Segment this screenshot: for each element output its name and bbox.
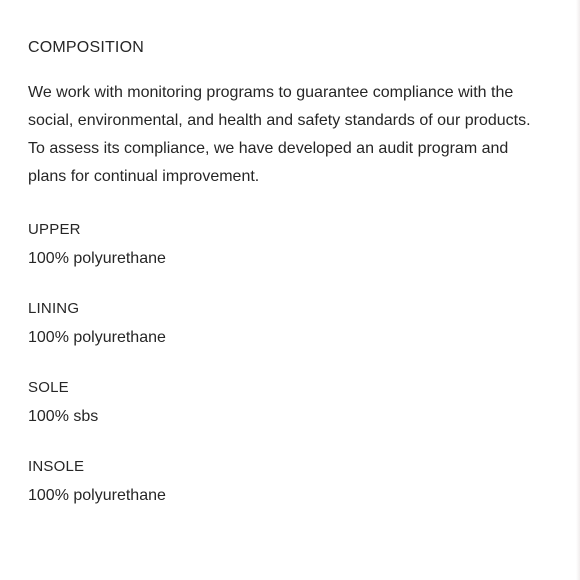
section-upper: [28, 221, 533, 269]
page-edge-shade: [576, 0, 580, 580]
section-sole: [28, 379, 533, 427]
composition-panel: [28, 38, 533, 537]
composition-description: We work with monitoring programs to guarantee compliance with the social, environmental, and health and safety standards of our products. To assess its compliance, we have developed an audit program and plans for continual improvement.: [28, 84, 531, 185]
section-label-upper: UPPER: [28, 221, 81, 238]
section-value-upper: 100% polyurethane: [28, 250, 166, 267]
section-label-sole: SOLE: [28, 379, 69, 396]
composition-heading: COMPOSITION: [28, 39, 144, 56]
section-value-lining: 100% polyurethane: [28, 329, 166, 346]
section-value-insole: 100% polyurethane: [28, 487, 166, 504]
section-value-sole: 100% sbs: [28, 408, 99, 425]
section-label-lining: LINING: [28, 300, 80, 317]
section-insole: [28, 458, 533, 506]
section-lining: [28, 300, 533, 348]
section-label-insole: INSOLE: [28, 458, 85, 475]
